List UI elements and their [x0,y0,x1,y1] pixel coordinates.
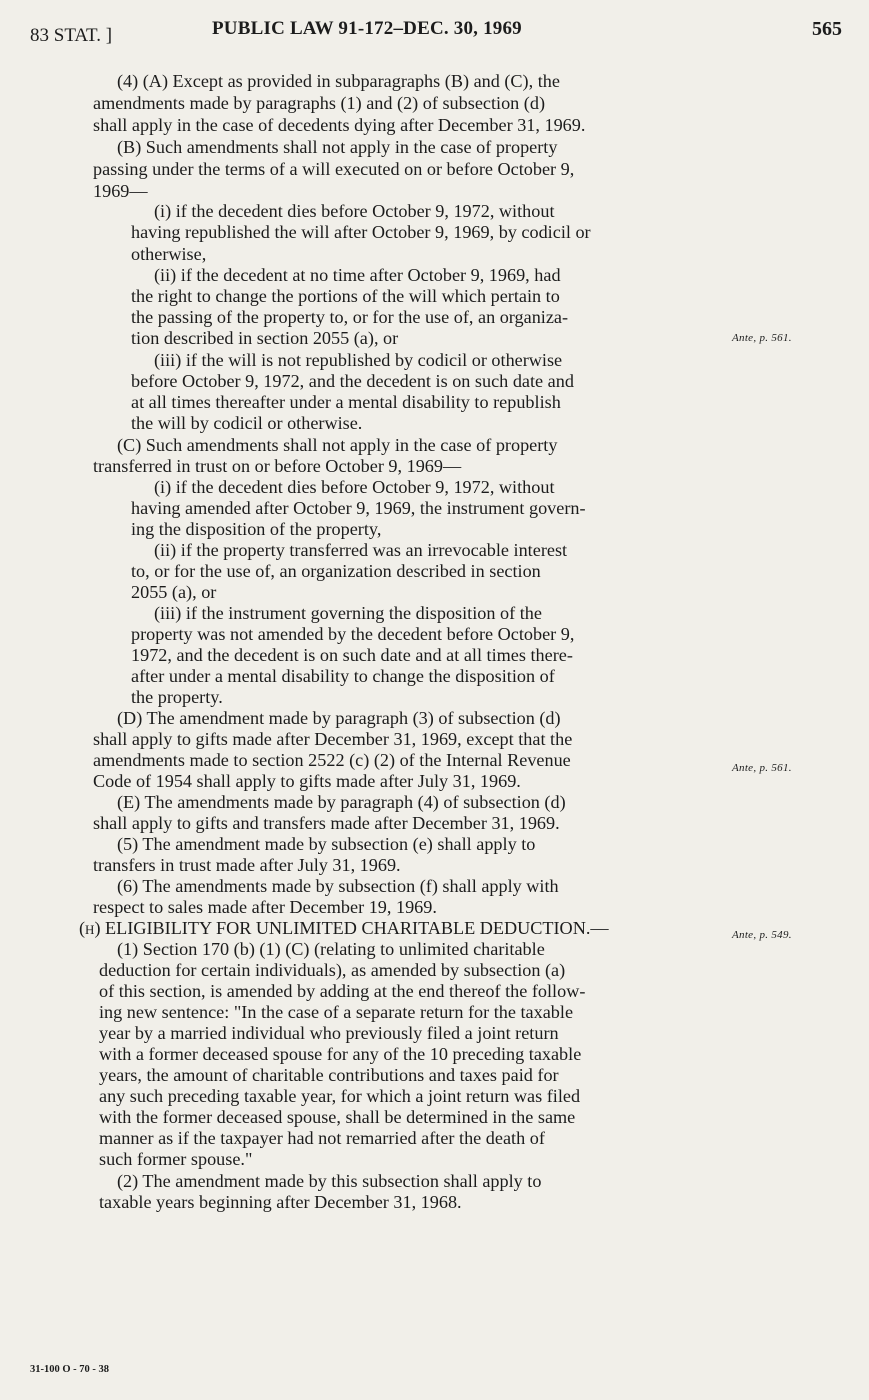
text-line: the property. [131,687,223,707]
text-line: years, the amount of charitable contributions and taxes paid for [99,1065,559,1085]
text-line: ing new sentence: "In the case of a separate return for the taxable [99,1002,574,1022]
text-line: (E) The amendments made by paragraph (4) of subsection (d) [117,792,566,812]
text-line: manner as if the taxpayer had not remarried after the death of [99,1128,545,1148]
text-line: (ii) if the property transferred was an irrevocable interest [154,540,568,560]
text-line: (iii) if the will is not republished by codicil or otherwise [154,350,563,370]
text-line: (2) The amendment made by this subsection shall apply to [117,1171,542,1191]
text-line: amendments made by paragraphs (1) and (2) of subsection (d) [93,93,546,113]
text-line: at all times thereafter under a mental disability to republish [131,392,561,412]
text-line: with a former deceased spouse for any of the 10 preceding taxable [99,1044,582,1064]
text-line: (B) Such amendments shall not apply in the case of property [117,137,558,157]
text-line: transferred in trust on or before October 9, 1969— [93,456,462,476]
text-line: tion described in section 2055 (a), or [131,328,399,348]
text-line: taxable years beginning after December 31, 1968. [99,1192,462,1212]
text-line: (6) The amendments made by subsection (f) shall apply with [117,876,559,896]
text-line: before October 9, 1972, and the decedent is on such date and [131,371,574,391]
text-line: otherwise, [131,244,207,264]
text-line: (iii) if the instrument governing the disposition of the [154,603,542,623]
text-line: with the former deceased spouse, shall be determined in the same [99,1107,576,1127]
text-line: transfers in trust made after July 31, 1969. [93,855,401,875]
text-line: Code of 1954 shall apply to gifts made after July 31, 1969. [93,771,521,791]
text-line: (i) if the decedent dies before October 9, 1972, without [154,477,555,497]
statute-reference: 83 STAT. ] [30,25,113,46]
text-line: (C) Such amendments shall not apply in the case of property [117,435,558,455]
text-line: (D) The amendment made by paragraph (3) of subsection (d) [117,708,561,728]
text-line: (i) if the decedent dies before October 9, 1972, without [154,201,555,221]
text-line: (4) (A) Except as provided in subparagraphs (B) and (C), the [117,71,560,91]
text-line: passing under the terms of a will executed on or before October 9, [93,159,575,179]
text-line: year by a married individual who previously filed a joint return [99,1023,559,1043]
text-line: any such preceding taxable year, for which a joint return was filed [99,1086,581,1106]
text-line: deduction for certain individuals), as amended by subsection (a) [99,960,566,980]
text-line: shall apply to gifts and transfers made after December 31, 1969. [93,813,560,833]
text-line: property was not amended by the decedent before October 9, [131,624,575,644]
text-line: such former spouse." [99,1149,253,1169]
text-line: (ii) if the decedent at no time after October 9, 1969, had [154,265,561,285]
text-line: after under a mental disability to change the disposition of [131,666,555,686]
text-line: (5) The amendment made by subsection (e) shall apply to [117,834,536,854]
text-line: shall apply to gifts made after December 31, 1969, except that the [93,729,573,749]
text-line: having republished the will after October 9, 1969, by codicil or [131,222,591,242]
text-line: of this section, is amended by adding at the end thereof the follow- [99,981,586,1001]
text-line: 2055 (a), or [131,582,217,602]
text-line: 1969— [93,181,148,201]
text-line: amendments made to section 2522 (c) (2) of the Internal Revenue [93,750,571,770]
text-line: ing the disposition of the property, [131,519,382,539]
text-line: shall apply in the case of decedents dying after December 31, 1969. [93,115,586,135]
text-line: the right to change the portions of the will which pertain to [131,286,560,306]
text-line: having amended after October 9, 1969, the instrument govern- [131,498,586,518]
text-line: 1972, and the decedent is on such date and at all times there- [131,645,573,665]
text-line: the passing of the property to, or for the use of, an organiza- [131,307,569,327]
margin-note: Ante, p. 561. [732,332,792,344]
print-code: 31-100 O - 70 - 38 [30,1364,110,1375]
margin-note: Ante, p. 549. [732,929,792,941]
text-line: respect to sales made after December 19, 1969. [93,897,437,917]
section-heading: (h) ELIGIBILITY FOR UNLIMITED CHARITABLE DEDUCTION.— [79,918,609,938]
page-number: 565 [812,18,842,40]
text-line: (1) Section 170 (b) (1) (C) (relating to unlimited charitable [117,939,545,959]
text-line: the will by codicil or otherwise. [131,413,363,433]
text-line: to, or for the use of, an organization described in section [131,561,541,581]
page-title: PUBLIC LAW 91-172–DEC. 30, 1969 [212,18,522,39]
margin-note: Ante, p. 561. [732,762,792,774]
